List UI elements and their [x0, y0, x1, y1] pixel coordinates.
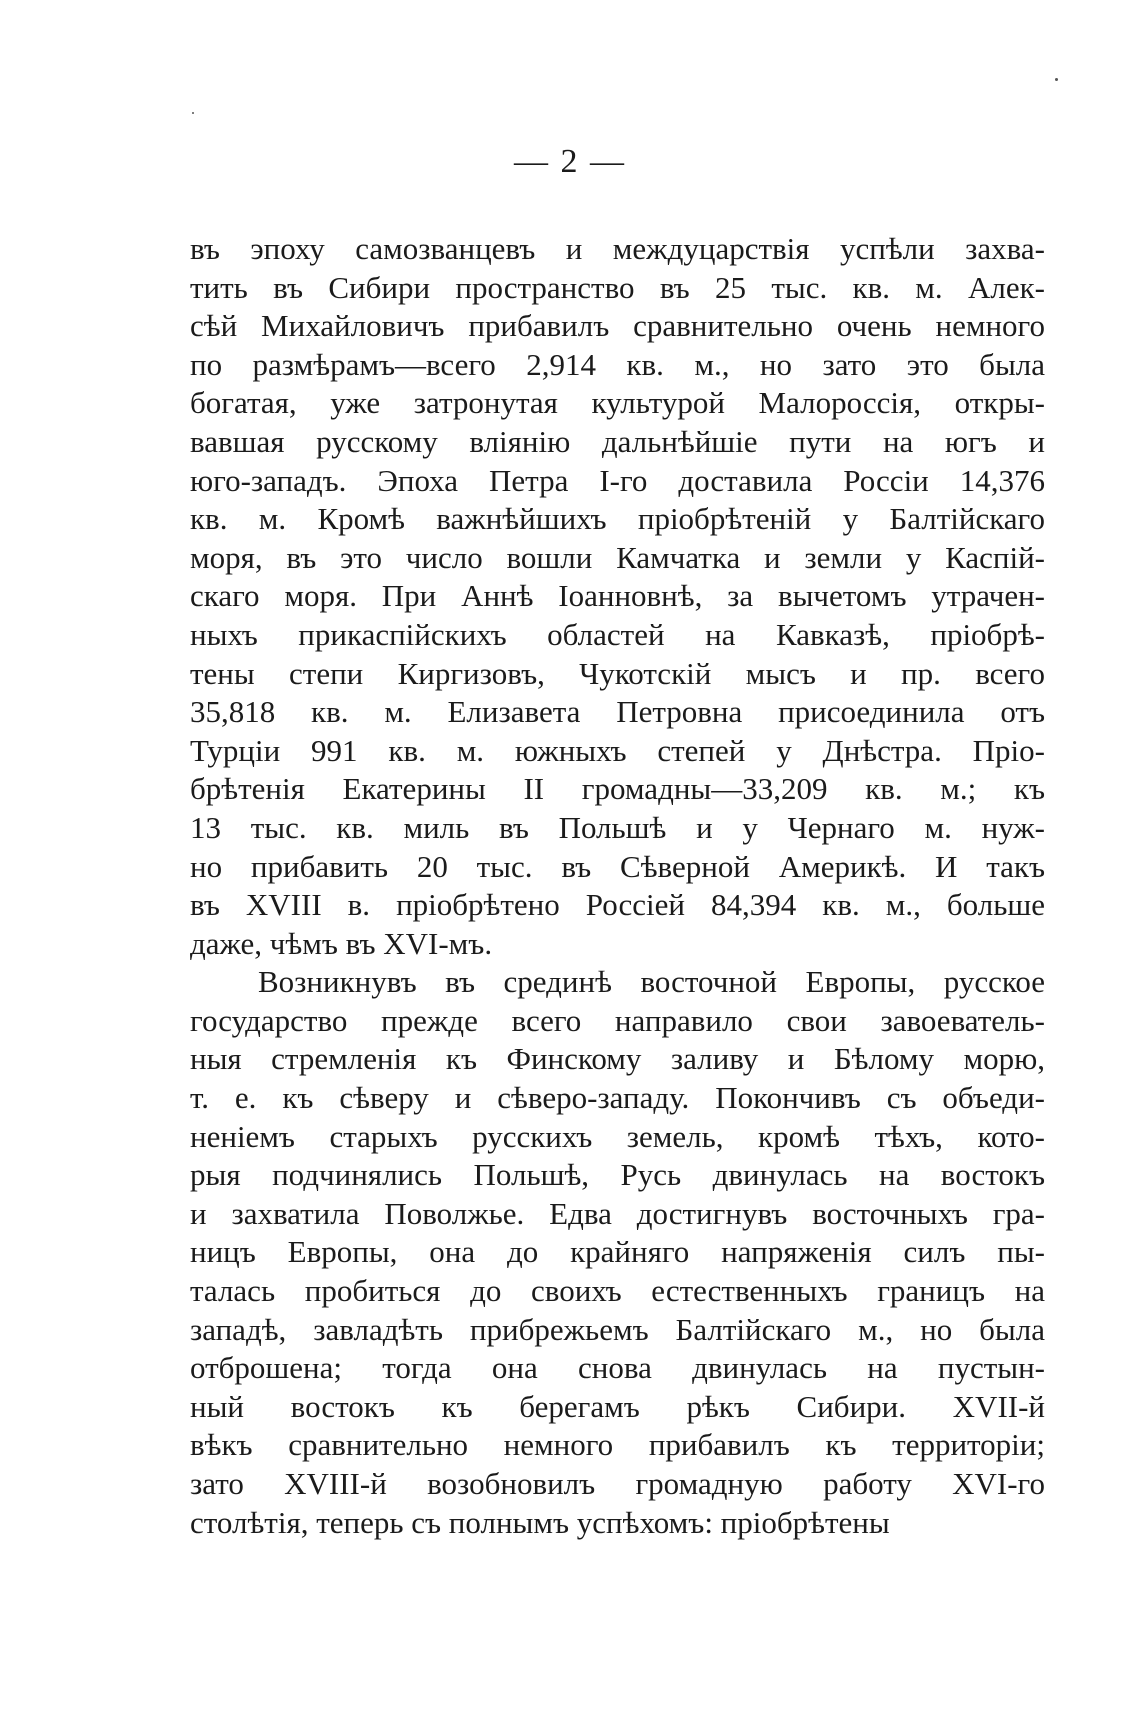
scan-speck	[192, 112, 194, 114]
text-line: столѣтія, теперь съ полнымъ успѣхомъ: пріобрѣтены	[190, 1504, 890, 1540]
body-text	[190, 230, 1045, 1542]
text-line: моря, въ это число вошли Камчатка и земли у Каспій-	[190, 539, 1045, 575]
text-line: сѣй Михайловичъ прибавилъ сравнительно очень немного	[190, 308, 1045, 344]
text-line: талась пробиться до своихъ естественныхъ границъ на	[190, 1273, 1045, 1309]
text-line: Турціи 991 кв. м. южныхъ степей у Днѣстра. Пріо-	[190, 732, 1045, 768]
text-line: въ эпоху самозванцевъ и междуцарствія успѣли захва-	[190, 231, 1045, 266]
text-line: брѣтенія Екатерины II громадны—33,209 кв. м.; къ	[190, 771, 1045, 807]
page-number: — 2 —	[514, 143, 626, 180]
text-line: тены степи Киргизовъ, Чукотскій мысъ и пр. всего	[190, 655, 1045, 691]
paragraph	[190, 963, 1045, 1542]
text-line: 35,818 кв. м. Елизавета Петровна присоединила отъ	[190, 694, 1045, 730]
text-line: но прибавить 20 тыс. въ Сѣверной Америкѣ. И такъ	[190, 848, 1045, 884]
text-line: въ XVIII в. пріобрѣтено Россіей 84,394 кв. м., больше	[190, 887, 1045, 923]
text-line: ницъ Европы, она до крайняго напряженія силъ пы-	[190, 1234, 1045, 1270]
paragraph	[190, 230, 1045, 963]
text-line: ныя стремленія къ Финскому заливу и Бѣлому морю,	[190, 1041, 1045, 1077]
text-line: богатая, уже затронутая культурой Малороссія, откры-	[190, 385, 1045, 421]
text-line: неніемъ старыхъ русскихъ земель, кромѣ тѣхъ, кото-	[190, 1118, 1045, 1154]
text-line: зато XVIII-й возобновилъ громадную работу XVI-го	[190, 1466, 1045, 1501]
text-line: вавшая русскому вліянію дальнѣйшіе пути на югъ и	[190, 423, 1045, 459]
text-line: отброшена; тогда она снова двинулась на пустын-	[190, 1350, 1045, 1386]
text-line: вѣкъ сравнительно немного прибавилъ къ территоріи;	[190, 1427, 1045, 1463]
text-line: скаго моря. При Аннѣ Іоанновнѣ, за вычетомъ утрачен-	[190, 578, 1045, 614]
text-line: западѣ, завладѣть прибрежьемъ Балтійскаго м., но была	[190, 1311, 1045, 1347]
text-line: рыя подчинялись Польшѣ, Русь двинулась на востокъ	[190, 1157, 1045, 1193]
text-line: 13 тыс. кв. миль въ Польшѣ и у Чернаго м. нуж-	[190, 809, 1045, 845]
text-line: Возникнувъ въ срединѣ восточной Европы, русское	[258, 964, 1045, 1000]
text-line: т. е. къ сѣверу и сѣверо-западу. Покончивъ съ объеди-	[190, 1080, 1045, 1116]
text-line: и захватила Поволжье. Едва достигнувъ восточныхъ гра-	[190, 1195, 1045, 1231]
text-line: кв. м. Кромѣ важнѣйшихъ пріобрѣтеній у Балтійскаго	[190, 501, 1045, 537]
scan-speck	[1055, 78, 1058, 81]
text-line: ный востокъ къ берегамъ рѣкъ Сибири. XVII-й	[190, 1388, 1045, 1424]
text-line: по размѣрамъ—всего 2,914 кв. м., но зато это была	[190, 346, 1045, 382]
text-line: государство прежде всего направило свои завоеватель-	[190, 1002, 1045, 1038]
text-line: юго-западъ. Эпоха Петра I-го доставила Россіи 14,376	[190, 462, 1045, 498]
text-line: даже, чѣмъ въ XVI-мъ.	[190, 925, 493, 961]
text-line: тить въ Сибири пространство въ 25 тыс. кв. м. Алек-	[190, 269, 1045, 305]
text-line: ныхъ прикаспійскихъ областей на Кавказѣ, пріобрѣ-	[190, 616, 1045, 652]
